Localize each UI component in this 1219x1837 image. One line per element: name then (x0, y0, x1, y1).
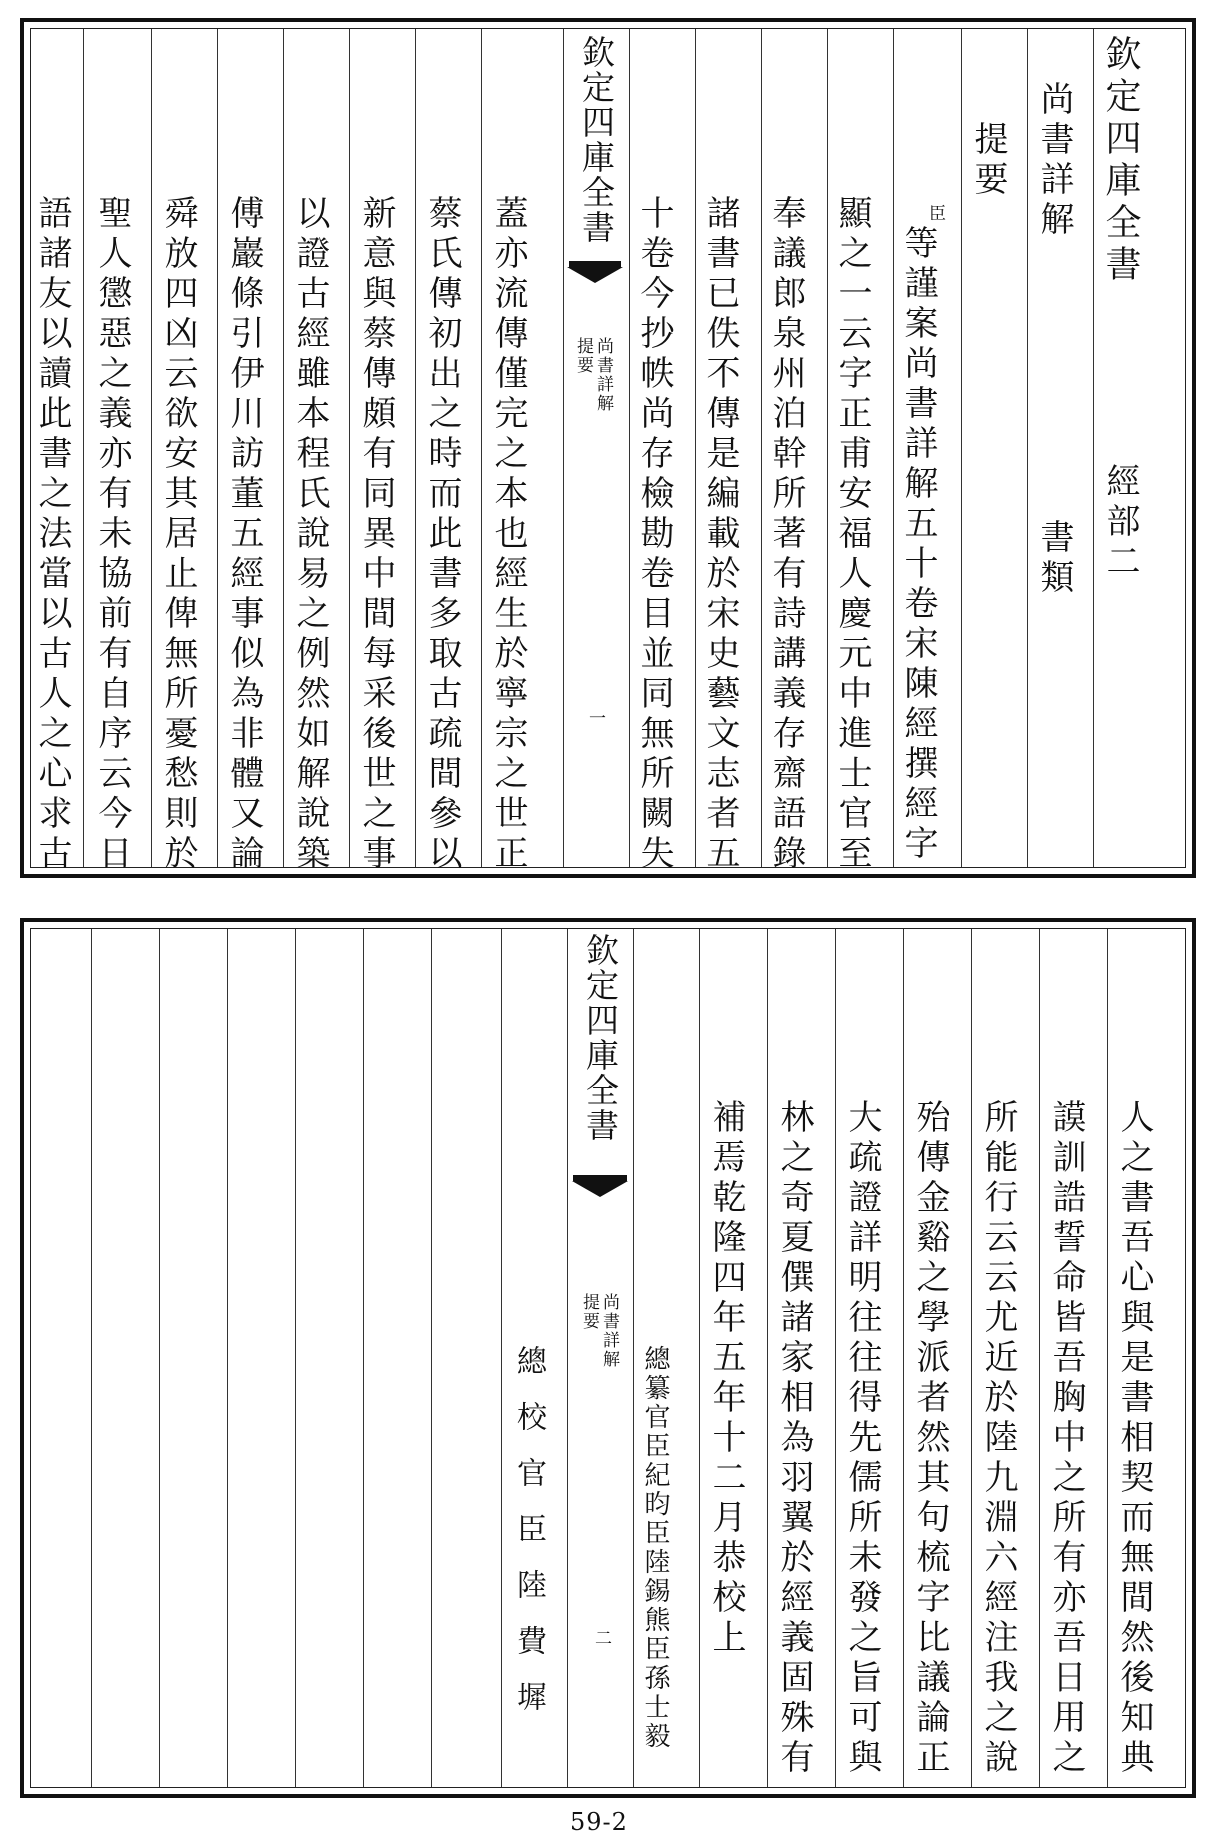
text-line: 新意與蔡傳頗有同異中間每采後世之事 (356, 195, 396, 875)
page-number: 59-2 (570, 1808, 628, 1836)
minister-mark: 臣 (925, 204, 945, 223)
text-line: 語諸友以讀此書之法當以古人之心求古 (32, 195, 72, 875)
work-title: 尚書詳解 (1034, 81, 1074, 241)
strip-title: 欽定四庫全書 (577, 35, 616, 245)
leaf-number: 一 (585, 709, 605, 728)
column-rule (501, 929, 502, 1787)
column-rule (1039, 929, 1040, 1787)
compiler-credits: 總纂官臣紀昀臣陸錫熊臣孫士毅 (640, 1345, 670, 1751)
fish-tail-mark (572, 1181, 628, 1197)
text-line: 補焉乾隆四年五年十二月恭校上 (706, 1099, 746, 1659)
column-rule (695, 29, 696, 867)
column-rule (83, 29, 84, 867)
heading-tiyao: 提要 (968, 121, 1008, 201)
text-line: 傅巖條引伊川訪董五經事似為非體又論 (224, 195, 264, 875)
fish-tail-mark (567, 267, 623, 283)
book-title: 欽定四庫全書 (1100, 35, 1141, 287)
text-line: 諸書已佚不傳是編載於宋史藝文志者五 (700, 195, 740, 875)
column-rule (415, 29, 416, 867)
column-rule (893, 29, 894, 867)
text-line: 人之書吾心與是書相契而無間然後知典 (1114, 1099, 1154, 1779)
column-rule (283, 29, 284, 867)
text-line: 以證古經雖本程氏說易之例然如解說築 (290, 195, 330, 875)
column-rule (563, 29, 564, 867)
column-rule (629, 29, 630, 867)
strip-subtitle: 尚書詳解 (593, 337, 613, 413)
column-rule (227, 929, 228, 1787)
column-rule (827, 29, 828, 867)
column-rule (1107, 929, 1108, 1787)
column-rule (835, 929, 836, 1787)
column-rule (151, 29, 152, 867)
column-rule (1093, 29, 1094, 867)
column-rule (767, 929, 768, 1787)
text-line: 所能行云云尤近於陸九淵六經注我之說 (978, 1099, 1018, 1779)
text-line: 大疏證詳明往往得先儒所未發之旨可與 (842, 1099, 882, 1779)
text-line: 蔡氏傳初出之時而此書多取古疏間參以 (422, 195, 462, 875)
top-page (20, 18, 1196, 878)
column-rule (159, 929, 160, 1787)
text-line: 林之奇夏僎諸家相為羽翼於經義固殊有 (774, 1099, 814, 1779)
text-line: 顯之一云字正甫安福人慶元中進士官至 (832, 195, 872, 875)
column-rule (349, 29, 350, 867)
strip-section: 提要 (573, 337, 593, 375)
column-rule (1027, 29, 1028, 867)
text-line: 聖人懲惡之義亦有未協前有自序云今日 (92, 195, 132, 875)
text-line: 舜放四凶云欲安其居止俾無所憂愁則於 (158, 195, 198, 875)
column-rule (633, 929, 634, 1787)
strip-subtitle: 尚書詳解 (599, 1293, 619, 1369)
column-rule (699, 929, 700, 1787)
text-line: 殆傳金谿之學派者然其句梳字比議論正 (910, 1099, 950, 1779)
column-rule (971, 929, 972, 1787)
column-rule (761, 29, 762, 867)
column-rule (481, 29, 482, 867)
strip-section: 提要 (579, 1293, 599, 1331)
section-label: 經部二 (1100, 463, 1140, 583)
center-strip (569, 29, 621, 867)
strip-title: 欽定四庫全書 (581, 933, 620, 1143)
center-strip (573, 929, 627, 1787)
column-rule (91, 929, 92, 1787)
text-line: 謨訓誥誓命皆吾胸中之所有亦吾日用之 (1046, 1099, 1086, 1779)
bottom-page-frame (30, 928, 1186, 1788)
column-rule (363, 929, 364, 1787)
column-rule (431, 929, 432, 1787)
bottom-page (20, 918, 1196, 1798)
text-line: 奉議郎泉州泊幹所著有詩講義存齋語錄 (766, 195, 806, 875)
category-label: 書類 (1034, 519, 1074, 599)
collator-credits: 總校官臣陸費墀 (511, 1345, 546, 1737)
column-rule (217, 29, 218, 867)
text-line: 蓋亦流傳僅完之本也經生於寧宗之世正 (488, 195, 528, 875)
column-rule (903, 929, 904, 1787)
column-rule (295, 929, 296, 1787)
text-line: 等謹案尚書詳解五十卷宋陳經撰經字 (898, 225, 938, 865)
text-line: 十卷今抄帙尚存檢勘卷目並同無所闕失 (634, 195, 674, 875)
column-rule (567, 929, 568, 1787)
column-rule (961, 29, 962, 867)
leaf-number: 二 (591, 1629, 611, 1648)
top-page-frame (30, 28, 1186, 875)
